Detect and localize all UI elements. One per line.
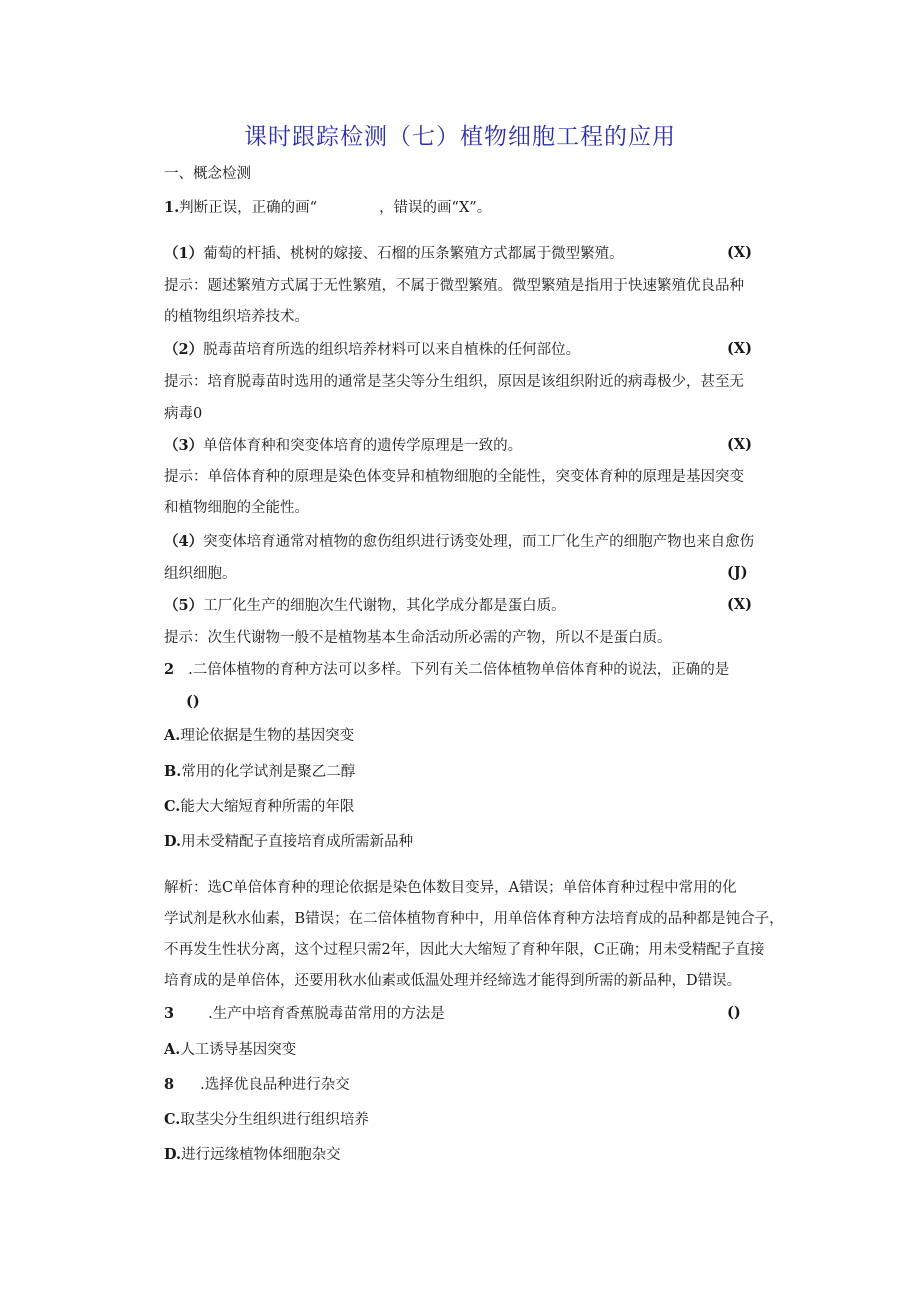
stem-text: .生产中培育香蕉脱毒苗常用的方法是 (208, 1006, 445, 1022)
question-2-stem (164, 660, 729, 680)
hint-text-cont: 病毒0 (164, 406, 203, 422)
option-d[interactable] (164, 1145, 341, 1165)
judgment-item-1 (164, 244, 624, 264)
answer-mark: (X) (727, 596, 752, 613)
judgment-item-2 (164, 340, 580, 360)
answer-mark: (X) (727, 244, 752, 261)
item-number: （5） (164, 597, 204, 614)
option-a[interactable] (164, 1040, 296, 1060)
section-heading: 一、概念检测 (164, 166, 251, 182)
option-text: 能大大缩短育种所需的年限 (180, 799, 355, 815)
item-number: （4） (164, 533, 204, 550)
item-number: （3） (164, 437, 204, 454)
item-text: 单倍体育种和突变体培育的遗传学原理是一致的。 (203, 438, 523, 454)
analysis-line-1: 解析：选C单倍体育种的理论依据是染色体数目变异，A错误；单倍体育种过程中常用的化 (164, 880, 737, 896)
option-text: 人工诱导基因突变 (180, 1042, 297, 1058)
question-number: 1. (164, 199, 180, 216)
hint-text-cont: 的植物组织培养技术。 (164, 309, 309, 325)
option-text: .选择优良品种进行杂交 (200, 1077, 350, 1093)
option-b[interactable] (164, 762, 355, 782)
option-label: A. (164, 1041, 181, 1058)
hint-text: 提示：培育脱毒苗时选用的通常是茎尖等分生组织，原因是该组织附近的病毒极少，甚至无 (164, 374, 744, 390)
option-label: D. (164, 833, 182, 850)
judgment-item-4 (164, 532, 754, 552)
option-label: C. (164, 798, 181, 815)
option-label: B. (164, 763, 182, 780)
judgment-item-5 (164, 596, 566, 616)
answer-mark: (X) (727, 436, 752, 453)
option-c[interactable] (164, 797, 354, 817)
option-text: 用未受精配子直接培育成所需新品种 (181, 834, 414, 850)
option-label: C. (164, 1111, 181, 1128)
option-label: A. (164, 727, 181, 744)
hint-text: 提示：题述繁殖方式属于无性繁殖，不属于微型繁殖。微型繁殖是指用于快速繁殖优良品种 (164, 278, 744, 294)
judgment-item-3 (164, 436, 522, 456)
item-number: （1） (164, 245, 204, 262)
item-number: （2） (164, 341, 204, 358)
item-text-cont: 组织细胞。 (164, 566, 237, 582)
answer-paren: () (186, 693, 200, 710)
item-text: 突变体培育通常对植物的愈伤组织进行诱变处理，而工厂化生产的细胞产物也来自愈伤 (203, 534, 755, 550)
question-number: 2 (164, 661, 175, 678)
option-text: 进行远缘植物体细胞杂交 (181, 1147, 341, 1163)
answer-mark: (J) (727, 564, 748, 581)
hint-text: 提示：次生代谢物一般不是植物基本生命活动所必需的产物，所以不是蛋白质。 (164, 630, 672, 646)
stem-part-b: ，错误的画“X”。 (379, 200, 492, 216)
answer-paren: () (727, 1004, 741, 1021)
option-b[interactable] (164, 1075, 350, 1095)
analysis-line-4: 培育成的是单倍体，还要用秋水仙素或低温处理并经缔选才能得到所需的新品种，D错误。 (164, 973, 742, 989)
option-c[interactable] (164, 1110, 369, 1130)
item-text: 葡萄的杆插、桃树的嫁接、石榴的压条繁殖方式都属于微型繁殖。 (203, 246, 624, 262)
option-d[interactable] (164, 832, 413, 852)
page-title: 课时跟踪检测（七）植物细胞工程的应用 (244, 124, 676, 150)
question-3-stem (164, 1004, 445, 1024)
item-text: 工厂化生产的细胞次生代谢物，其化学成分都是蛋白质。 (203, 598, 566, 614)
analysis-line-2: 学试剂是秋水仙素，B错误；在二倍体植物育种中，用单倍体育种方法培育成的品种都是钝合子， (164, 911, 784, 927)
option-label: D. (164, 1146, 182, 1163)
item-text: 脱毒苗培育所选的组织培养材料可以来自植株的任何部位。 (203, 342, 581, 358)
question-number: 3 (164, 1005, 175, 1022)
analysis-line-3: 不再发生性状分离，这个过程只需2年，因此大大缩短了育种年限，C正确；用未受精配子直接 (164, 942, 765, 958)
option-label: 8 (164, 1076, 175, 1093)
stem-part-a: 判断正误，正确的画“ (179, 200, 318, 216)
option-text: 常用的化学试剂是聚乙二醇 (181, 764, 356, 780)
option-text: 取茎尖分生组织进行组织培养 (180, 1112, 369, 1128)
hint-text: 提示：单倍体育种的原理是染色体变异和植物细胞的全能性，突变体育种的原理是基因突变 (164, 469, 744, 485)
option-a[interactable] (164, 726, 354, 746)
answer-mark: (X) (727, 340, 752, 357)
hint-text-cont: 和植物细胞的全能性。 (164, 500, 309, 516)
option-text: 理论依据是生物的基因突变 (180, 728, 355, 744)
stem-text: .二倍体植物的育种方法可以多样。下列有关二倍体植物单倍体育种的说法，正确的是 (188, 662, 730, 678)
question-1-stem (164, 198, 491, 218)
